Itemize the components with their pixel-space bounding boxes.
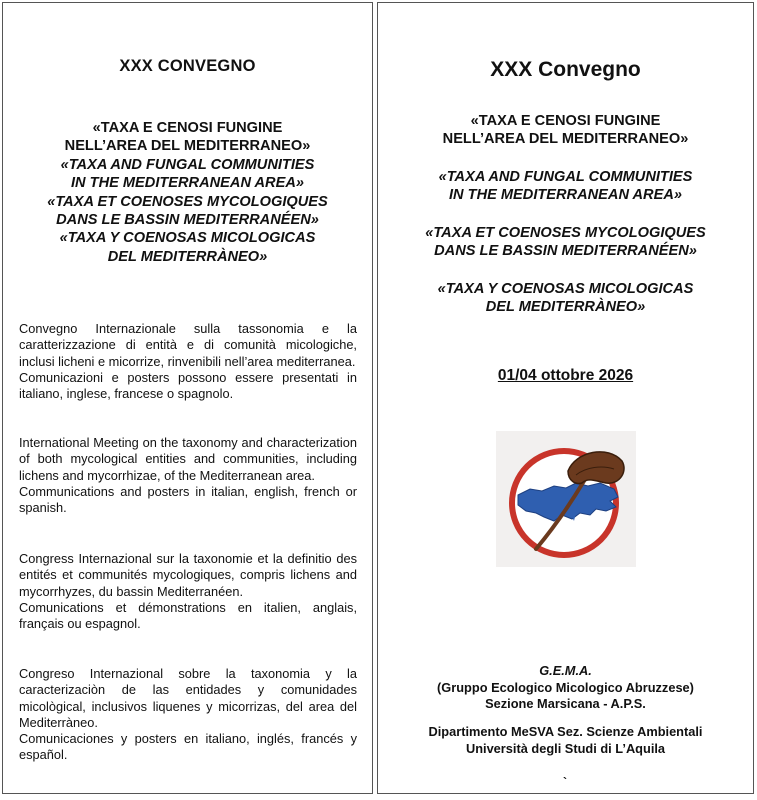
organizer-block: [378, 663, 753, 713]
left-heading-it-line2: NELL’AREA DEL MEDITERRANEO»: [64, 138, 311, 155]
spanish-languages-text: Comunicaciones y posters en italiano, inglés, francés y español.: [19, 731, 357, 763]
english-description-text: International Meeting on the taxonomy and characterization of both mycological entities and communities, including lichens and mycorrhizae, of the Mediterranean area.: [19, 435, 357, 483]
left-heading-es-line1: «TAXA Y COENOSAS MICOLOGICAS: [59, 230, 316, 247]
spanish-description: [19, 666, 357, 764]
department-name: Dipartimento MeSVA Sez. Scienze Ambientali: [428, 724, 703, 739]
right-heading-es-line2: DEL MEDITERRÀNEO»: [485, 299, 646, 316]
spanish-description-text: Congreso Internazional sobre la taxonomia y la caracterizaciòn de las entidades y comunidades micològical, inclusivos liquenes y micorrizas, del area del Mediterràneo.: [19, 666, 357, 730]
italian-languages-text: Comunicazioni e posters possono essere presentati in italiano, inglese, francese o spagnolo.: [19, 369, 357, 402]
event-date-text: 01/04 ottobre 2026: [497, 367, 634, 384]
event-date: [378, 367, 753, 385]
organizer-acronym: G.E.M.A.: [539, 663, 592, 678]
right-heading-en-line1: «TAXA AND FUNGAL COMMUNITIES: [438, 169, 693, 185]
right-heading-french: [378, 224, 753, 261]
french-description-text: Congress Internazional sur la taxonomie et la definitio des entités et communités mycologiques, compris lichens and mycorrhyzes, du bassin Mediterranéen.: [19, 551, 357, 599]
right-heading-en-line2: IN THE MEDITERRANEAN AREA»: [449, 187, 682, 204]
mushroom-map-logo-icon: [496, 431, 636, 567]
right-heading-es-line1: «TAXA Y COENOSAS MICOLOGICAS: [437, 281, 694, 297]
right-heading-spanish: [378, 280, 753, 317]
university-name: Università degli Studi di L’Aquila: [465, 740, 666, 756]
organizer-section: Sezione Marsicana - A.P.S.: [485, 696, 646, 711]
right-heading-italian: [378, 112, 753, 149]
french-description: [19, 551, 357, 632]
left-heading: [3, 119, 372, 266]
right-title: XXX Convegno: [490, 58, 641, 81]
left-heading-en-line1: «TAXA AND FUNGAL COMMUNITIES: [60, 156, 315, 173]
right-heading-it-line1: «TAXA E CENOSI FUNGINE: [470, 113, 661, 129]
english-description: [19, 435, 357, 516]
left-heading-es-line2: DEL MEDITERRÀNEO»: [107, 248, 268, 265]
left-title: XXX CONVEGNO: [119, 57, 256, 75]
italian-description: [19, 321, 357, 402]
english-languages-text: Communications and posters in italian, english, french or spanish.: [19, 483, 357, 516]
italian-description-text: Convegno Internazionale sulla tassonomia e la caratterizzazione di entità e di comunità micologiche, inclusi licheni e micorrize, rinvenibili nell’area mediterranea.: [19, 321, 357, 369]
department-block: [378, 724, 753, 757]
trailing-mark: `: [563, 775, 567, 789]
right-heading-it-line2: NELL’AREA DEL MEDITERRANEO»: [442, 131, 689, 148]
left-heading-it-line1: «TAXA E CENOSI FUNGINE: [92, 120, 283, 136]
left-heading-fr-line2: DANS LE BASSIN MEDITERRANÉEN»: [56, 212, 319, 229]
left-heading-en-line2: IN THE MEDITERRANEAN AREA»: [71, 175, 304, 192]
right-heading-english: [378, 168, 753, 205]
gema-logo: [496, 431, 636, 567]
left-heading-fr-line1: «TAXA ET COENOSES MYCOLOGIQUES: [47, 193, 328, 210]
left-panel: [2, 2, 373, 794]
organizer-full-name: (Gruppo Ecologico Micologico Abruzzese): [437, 679, 694, 695]
right-heading-fr-line1: «TAXA ET COENOSES MYCOLOGIQUES: [425, 225, 706, 241]
right-panel: [377, 2, 754, 794]
french-languages-text: Comunications et démonstrations en italien, anglais, français ou espagnol.: [19, 599, 357, 632]
right-heading-fr-line2: DANS LE BASSIN MEDITERRANÉEN»: [434, 243, 697, 260]
